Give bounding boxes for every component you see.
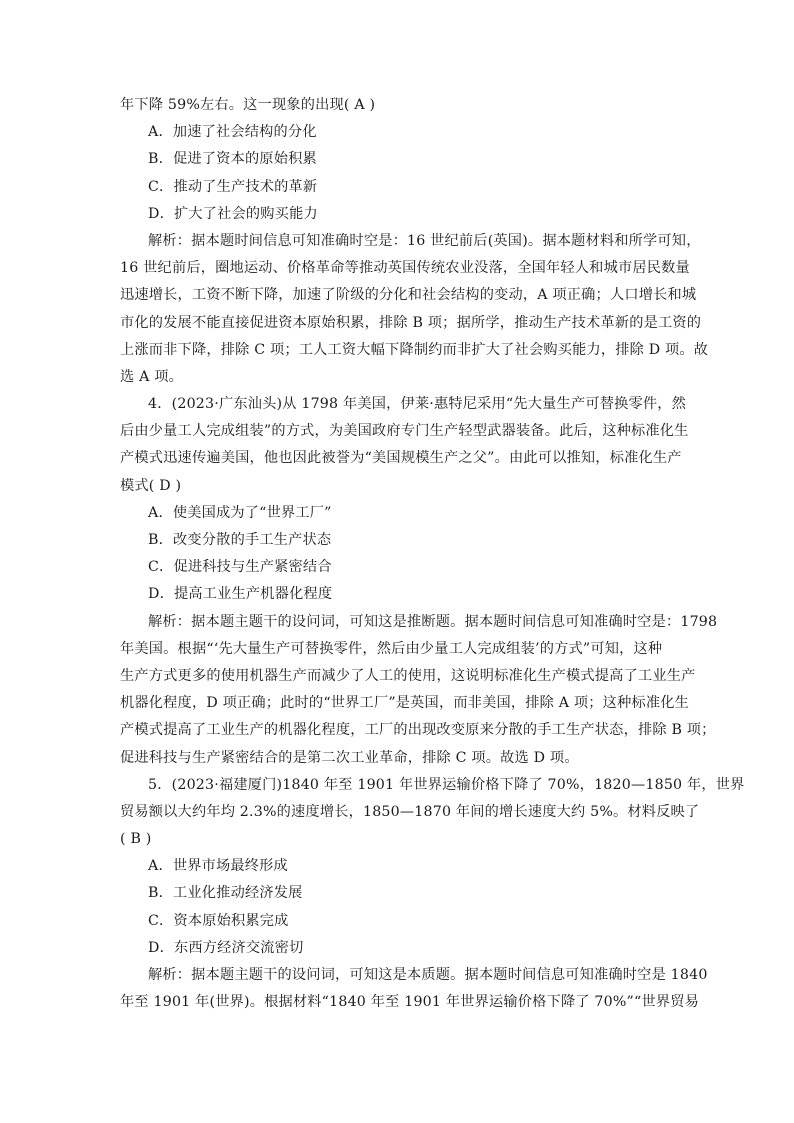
option-a: A．使美国成为了“世界工厂” bbox=[148, 504, 332, 521]
option-b: B．促进了资本的原始积累 bbox=[148, 151, 317, 168]
analysis-line: 解析：据本题主题干的设问词，可知这是推断题。据本题时间信息可知准确时空是：1798 bbox=[148, 613, 718, 630]
analysis-line: 选 A 项。 bbox=[120, 368, 184, 385]
question-5-stem: 5．(2023·福建厦门)1840 年至 1901 年世界运输价格下降了 70%，1820—1850 年，世界 bbox=[148, 776, 745, 793]
question-4-stem: 模式( D ) bbox=[120, 477, 182, 494]
analysis-line: 生产方式更多的使用机器生产而减少了人工的使用，这说明标准化生产模式提高了工业生产 bbox=[120, 667, 696, 684]
question-4-stem: 产模式迅速传遍美国，他也因此被誉为“美国规模生产之父”。由此可以推知，标准化生产 bbox=[120, 450, 682, 467]
analysis-line: 产模式提高了工业生产的机器化程度，工厂的出现改变原来分散的手工生产状态，排除 B 项； bbox=[120, 722, 716, 739]
option-c: C．促进科技与生产紧密结合 bbox=[148, 559, 332, 576]
option-d: D．扩大了社会的购买能力 bbox=[148, 205, 318, 222]
question-5 bbox=[120, 772, 745, 1017]
option-b: B．工业化推动经济发展 bbox=[148, 885, 303, 902]
question-5-stem: ( B ) bbox=[120, 831, 152, 848]
option-d: D．东西方经济交流密切 bbox=[148, 939, 304, 956]
question-4-stem: 后由少量工人完成组装”的方式，为美国政府专门生产轻型武器装备。此后，这种标准化生 bbox=[120, 423, 689, 440]
document-page bbox=[120, 92, 745, 1016]
option-d: D．提高工业生产机器化程度 bbox=[148, 586, 333, 603]
option-b: B．改变分散的手工生产状态 bbox=[148, 532, 332, 548]
analysis-line: 上涨而非下降，排除 C 项；工人工资大幅下降制约而非扩大了社会购买能力，排除 D 项。故 bbox=[120, 341, 709, 358]
analysis-line: 机器化程度，D 项正确；此时的“世界工厂”是英国，而非美国，排除 A 项；这种标准化生 bbox=[120, 695, 690, 712]
analysis-line: 解析：据本题主题干的设问词，可知这是本质题。据本题时间信息可知准确时空是 1840 bbox=[148, 967, 708, 983]
option-c: C．推动了生产技术的革新 bbox=[148, 178, 318, 195]
analysis-line: 年美国。根据“‘先大量生产可替换零件，然后由少量工人完成组装’的方式”可知，这种 bbox=[120, 640, 663, 657]
option-c: C．资本原始积累完成 bbox=[148, 912, 289, 929]
analysis-line: 年至 1901 年(世界)。根据材料“1840 年至 1901 年世界运输价格下降了 70%”“世界贸易 bbox=[120, 994, 700, 1011]
analysis-line: 迅速增长，工资不断下降，加速了阶级的分化和社会结构的变动，A 项正确；人口增长和城 bbox=[120, 287, 697, 304]
option-a: A．加速了社会结构的分化 bbox=[148, 124, 317, 141]
analysis-line: 16 世纪前后，圈地运动、价格革命等推动英国传统农业没落，全国年轻人和城市居民数量 bbox=[120, 260, 690, 277]
question-4-stem: 4．(2023·广东汕头)从 1798 年美国，伊莱·惠特尼采用“先大量生产可替换零件，然 bbox=[148, 396, 687, 413]
option-a: A．世界市场最终形成 bbox=[148, 858, 288, 875]
analysis-line: 市化的发展不能直接促进资本原始积累，排除 B 项；据所学，推动生产技术革新的是工资的 bbox=[120, 314, 702, 331]
question-3-stem: 年下降 59%左右。这一现象的出现( A ) bbox=[120, 97, 376, 113]
analysis-line: 解析：据本题时间信息可知准确时空是：16 世纪前后(英国)。据本题材料和所学可知， bbox=[148, 232, 701, 249]
question-3 bbox=[120, 92, 709, 391]
question-4 bbox=[120, 391, 718, 772]
question-5-stem: 贸易额以大约年均 2.3%的速度增长，1850—1870 年间的增长速度大约 5%。材料反映了 bbox=[120, 803, 700, 820]
analysis-line: 促进科技与生产紧密结合的是第二次工业革命，排除 C 项。故选 D 项。 bbox=[120, 749, 579, 766]
